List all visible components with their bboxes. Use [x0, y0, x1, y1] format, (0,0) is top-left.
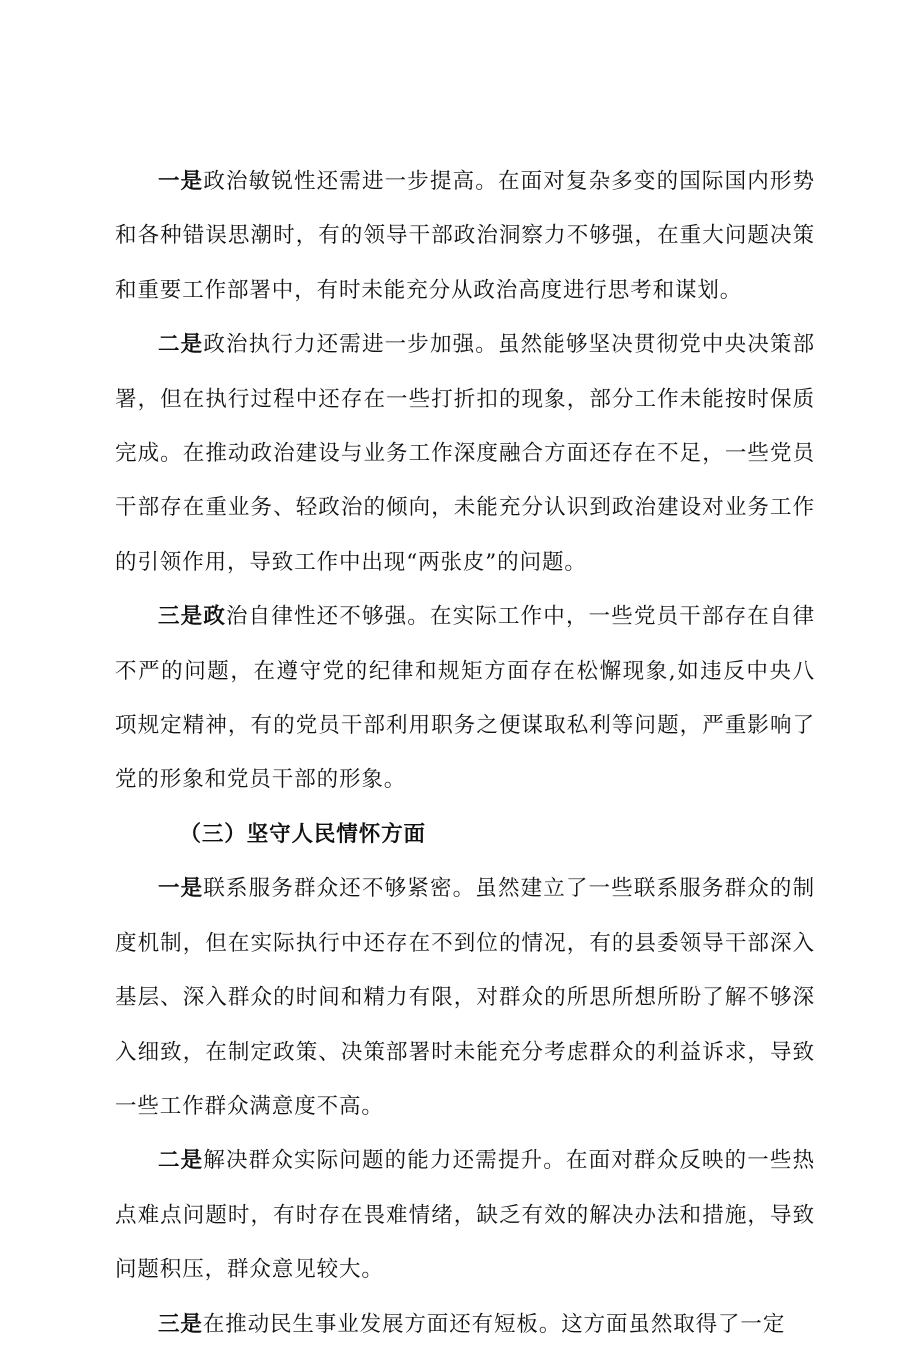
- paragraph-text: 政治敏锐性还需进一步提高。在面对复杂多变的国际国内形势和各种错误思潮时，有的领导干部政治洞察力不够强，在重大问题决策和重要工作部署中，有时未能充分从政治高度进行思考和谋划。: [115, 169, 815, 303]
- paragraph-political-execution: [115, 318, 815, 590]
- paragraph-lead: 一是: [158, 876, 204, 902]
- paragraph-lead: 二是: [158, 332, 204, 358]
- paragraph-lead: 一是: [158, 169, 204, 194]
- section-heading: （三）坚守人民情怀方面: [179, 821, 426, 847]
- document-body: [115, 155, 815, 1352]
- paragraph-political-sensitivity: [115, 155, 815, 318]
- paragraph-text: 联系服务群众还不够紧密。虽然建立了一些联系服务群众的制度机制，但在实际执行中还存在不到位的情况，有的县委领导干部深入基层、深入群众的时间和精力有限，对群众的所思所想所盼了解不够深入细致，在制定政策、决策部署时未能充分考虑群众的利益诉求，导致一些工作群众满意度不高。: [115, 876, 815, 1119]
- paragraph-political-self-discipline: [115, 590, 815, 808]
- paragraph-text: 治自律性还不够强。在实际工作中，一些党员干部存在自律不严的问题，在遵守党的纪律和规矩方面存在松懈现象,如违反中央八项规定精神，有的党员干部利用职务之便谋取私利等问题，严重影响了党的形象和党员干部的形象。: [115, 604, 816, 793]
- paragraph-text: 解决群众实际问题的能力还需提升。在面对群众反映的一些热点难点问题时，有时存在畏难情绪，缺乏有效的解决办法和措施，导致问题积压，群众意见较大。: [115, 1148, 815, 1283]
- paragraph-serving-masses: [115, 862, 815, 1134]
- paragraph-livelihood: [115, 1298, 815, 1352]
- paragraph-lead: 二是: [158, 1148, 204, 1174]
- paragraph-text: 在推动民生事业发展方面还有短板。这方面虽然取得了一定: [202, 1311, 786, 1337]
- paragraph-lead: 三是政: [158, 604, 226, 630]
- paragraph-text: 政治执行力还需进一步加强。虽然能够坚决贯彻党中央决策部署，但在执行过程中还存在一些打折扣的现象，部分工作未能按时保质完成。在推动政治建设与业务工作深度融合方面还存在不足，一些党员干部存在重业务、轻政治的倾向，未能充分认识到政治建设对业务工作的引领作用，导致工作中出现“两张皮”的问题。: [115, 332, 815, 575]
- paragraph-solving-problems: [115, 1134, 815, 1297]
- paragraph-lead: 三是: [158, 1311, 203, 1337]
